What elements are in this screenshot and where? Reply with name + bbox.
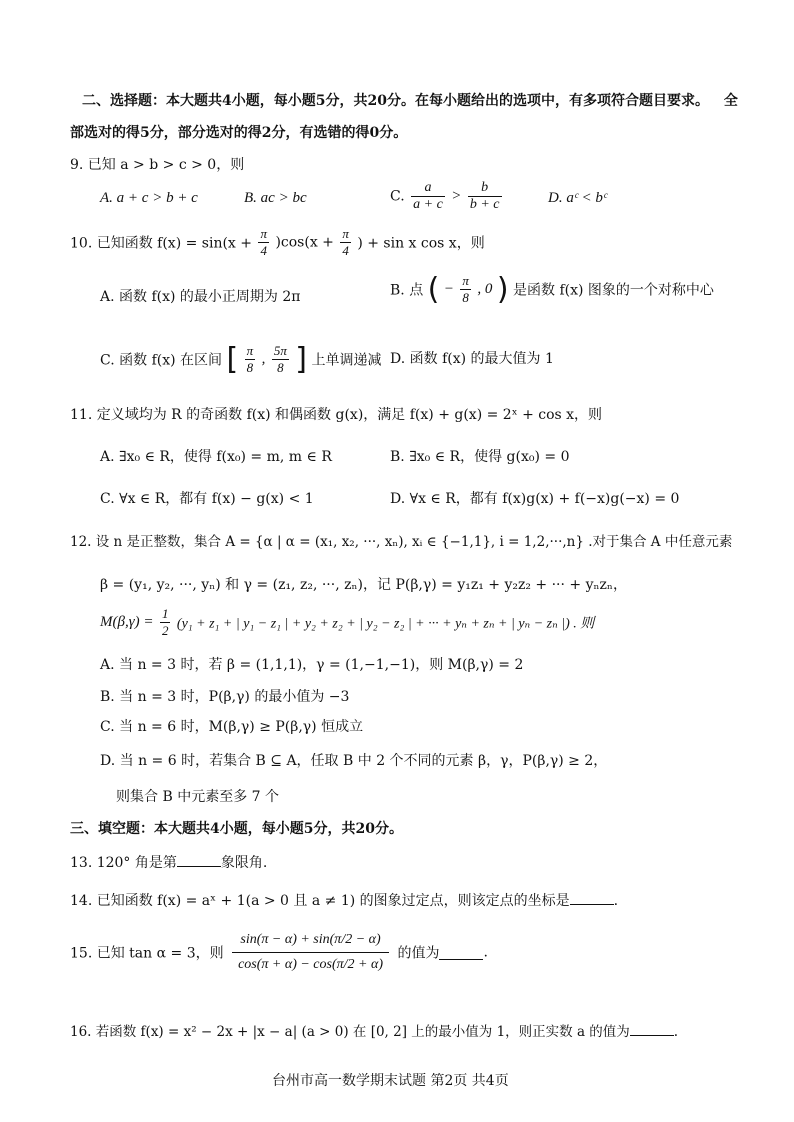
section2-header xyxy=(82,90,738,110)
q13 xyxy=(70,852,267,872)
q12-half-fraction xyxy=(160,606,171,639)
q10-c-fraction-2 xyxy=(272,343,289,376)
q10-frac1-num: π xyxy=(260,226,267,241)
q9-stem: 9. 已知 a > b > c > 0，则 xyxy=(70,157,245,173)
page-footer: 台州市高一数学期末试题 第2页 共4页 xyxy=(272,1073,509,1089)
q10-c-d1: 8 xyxy=(246,360,254,375)
q15-post: 的值为 xyxy=(397,945,440,962)
q10-c-comma: , xyxy=(261,351,266,367)
q10-option-a: A. 函数 f(x) 的最小正周期为 2π xyxy=(100,289,301,305)
q12-option-c: C. 当 n = 6 时，M(β,γ) ≥ P(β,γ) 恒成立 xyxy=(100,719,364,735)
q12-half-num: 1 xyxy=(161,606,169,621)
q9-option-c-fraction-2 xyxy=(468,180,502,213)
q10-stem-post: ) + sin x cos x，则 xyxy=(357,235,485,252)
q10-b-fraction xyxy=(460,273,471,306)
q12-stem-line1: 12. 设 n 是正整数，集合 A = {α | α = (x₁, x₂, ···, xₙ), xᵢ ∈ {−1,1}, i = 1,2,···,n} .对于集合 A 中任意元素 xyxy=(70,534,733,550)
q13-pre: 13. 120° 角是第 xyxy=(70,855,177,871)
section2-header-tail: 全 xyxy=(723,93,738,109)
q11-stem: 11. 定义域均为 R 的奇函数 f(x) 和偶函数 g(x)，满足 f(x) + g(x) = 2ˣ + cos x，则 xyxy=(70,407,603,423)
q15-answer-blank[interactable] xyxy=(439,945,483,960)
q11-option-d: D. ∀x ∈ R，都有 f(x)g(x) + f(−x)g(−x) = 0 xyxy=(390,491,680,507)
q10-c-left-bracket: [ xyxy=(226,342,239,377)
q10-c-fraction-1 xyxy=(245,343,256,376)
q10-b-den: 8 xyxy=(462,290,469,305)
q12-option-d: D. 当 n = 6 时，若集合 B ⊆ A，任取 B 中 2 个不同的元素 β，γ，P(β,γ) ≥ 2， xyxy=(100,753,608,769)
q12-m-post: (y₁ + z₁ + | y₁ − z₁ | + y₂ + z₂ + | y₂ − z₂ | + ··· + yₙ + zₙ + | yₙ − zₙ |) . 则 xyxy=(176,616,595,632)
q10-stem-mid: )cos(x + xyxy=(275,234,334,251)
q10-option-b xyxy=(390,272,714,307)
q10-b-minus: − xyxy=(443,281,454,297)
q16 xyxy=(70,1020,678,1040)
q10-c-pre: C. 函数 f(x) 在区间 xyxy=(100,352,223,369)
q9-option-c xyxy=(390,180,504,213)
q9-c-num1: a xyxy=(411,180,445,197)
q9-c-den2: b + c xyxy=(469,197,500,212)
q10-frac2-num: π xyxy=(342,226,349,241)
q10-frac-2 xyxy=(340,226,351,259)
q12-option-a: A. 当 n = 3 时，若 β = (1,1,1)，γ = (1,−1,−1)，则 M(β,γ) = 2 xyxy=(100,657,524,673)
q15-numerator: sin(π − α) + sin(π/2 − α) xyxy=(232,932,389,953)
q10-option-d: D. 函数 f(x) 的最大值为 1 xyxy=(390,351,554,367)
q11-option-b: B. ∃x₀ ∈ R，使得 g(x₀) = 0 xyxy=(390,449,570,465)
q12-m-pre: M(β,γ) = xyxy=(100,614,154,630)
q10-frac2-den: 4 xyxy=(342,243,349,258)
q10-frac-1 xyxy=(258,226,269,259)
q16-pre: 16. 若函数 f(x) = x² − 2x + |x − a| (a > 0) 在 [0, 2] 上的最小值为 1，则正实数 a 的值为 xyxy=(70,1024,630,1040)
q10-b-right-paren: ) xyxy=(496,272,509,307)
q10-frac1-den: 4 xyxy=(260,243,267,258)
q11-option-c: C. ∀x ∈ R，都有 f(x) − g(x) < 1 xyxy=(100,491,314,507)
q9-c-op: > xyxy=(451,188,462,204)
q10-c-right-bracket: ] xyxy=(295,342,307,377)
q9-c-den1: a + c xyxy=(413,197,443,212)
q10-c-post: 上单调递减 xyxy=(311,352,382,369)
q10-b-pre: B. 点 xyxy=(390,282,424,299)
q9-c-num2: b xyxy=(468,180,502,197)
q10-stem-pre: 10. 已知函数 f(x) = sin(x + xyxy=(70,235,253,252)
q10-c-n1: π xyxy=(246,343,254,358)
q9-option-b: B. ac > bc xyxy=(244,190,307,206)
q12-stem-line3 xyxy=(100,606,594,639)
q10-b-post: 是函数 f(x) 图象的一个对称中心 xyxy=(513,282,714,299)
q15-denominator: cos(π + α) − cos(π/2 + α) xyxy=(238,957,383,972)
q15 xyxy=(70,932,488,973)
q10-b-num: π xyxy=(462,273,469,288)
q13-post: 象限角. xyxy=(220,855,268,871)
q10-option-c xyxy=(100,342,381,377)
q14-answer-blank[interactable] xyxy=(570,890,614,905)
q10-stem xyxy=(70,226,485,259)
section3-header: 三、填空题：本大题共4小题，每小题5分，共20分。 xyxy=(70,821,403,837)
q12-stem-line2: β = (y₁, y₂, ···, yₙ) 和 γ = (z₁, z₂, ···, zₙ)，记 P(β,γ) = y₁z₁ + y₂z₂ + ··· + yₙzₙ， xyxy=(100,577,627,593)
q10-c-n2: 5π xyxy=(273,343,287,358)
section2-header-line2: 部选对的得5分，部分选对的得2分，有选错的得0分。 xyxy=(70,125,408,141)
q10-b-zero: , 0 xyxy=(477,281,493,297)
q15-end: . xyxy=(483,944,488,961)
q9-option-a: A. a + c > b + c xyxy=(100,190,198,206)
q12-option-d-line2: 则集合 B 中元素至多 7 个 xyxy=(116,789,279,805)
q12-option-b: B. 当 n = 3 时，P(β,γ) 的最小值为 −3 xyxy=(100,689,350,705)
q13-answer-blank[interactable] xyxy=(177,852,221,867)
q15-pre: 15. 已知 tan α = 3，则 xyxy=(70,945,224,962)
q12-half-den: 2 xyxy=(161,623,169,638)
q15-fraction xyxy=(232,932,389,973)
q10-b-left-paren: ( xyxy=(427,272,440,307)
q10-c-d2: 8 xyxy=(277,360,284,375)
section2-header-bold: 二、选择题：本大题共4小题，每小题5分，共20分。在每小题给出的选项中，有多项符合题目要求。 xyxy=(82,93,709,109)
q14 xyxy=(70,890,618,910)
q14-post: . xyxy=(613,893,619,909)
q9-option-c-fraction-1 xyxy=(411,180,445,213)
q9-option-d: D. aᶜ < bᶜ xyxy=(548,190,607,206)
q16-post: . xyxy=(673,1024,679,1040)
q14-pre: 14. 已知函数 f(x) = aˣ + 1(a > 0 且 a ≠ 1) 的图象过定点，则该定点的坐标是 xyxy=(70,893,570,909)
q16-answer-blank[interactable] xyxy=(630,1021,674,1036)
q9-option-c-label: C. xyxy=(390,188,405,205)
q11-option-a: A. ∃x₀ ∈ R，使得 f(x₀) = m, m ∈ R xyxy=(100,449,332,465)
